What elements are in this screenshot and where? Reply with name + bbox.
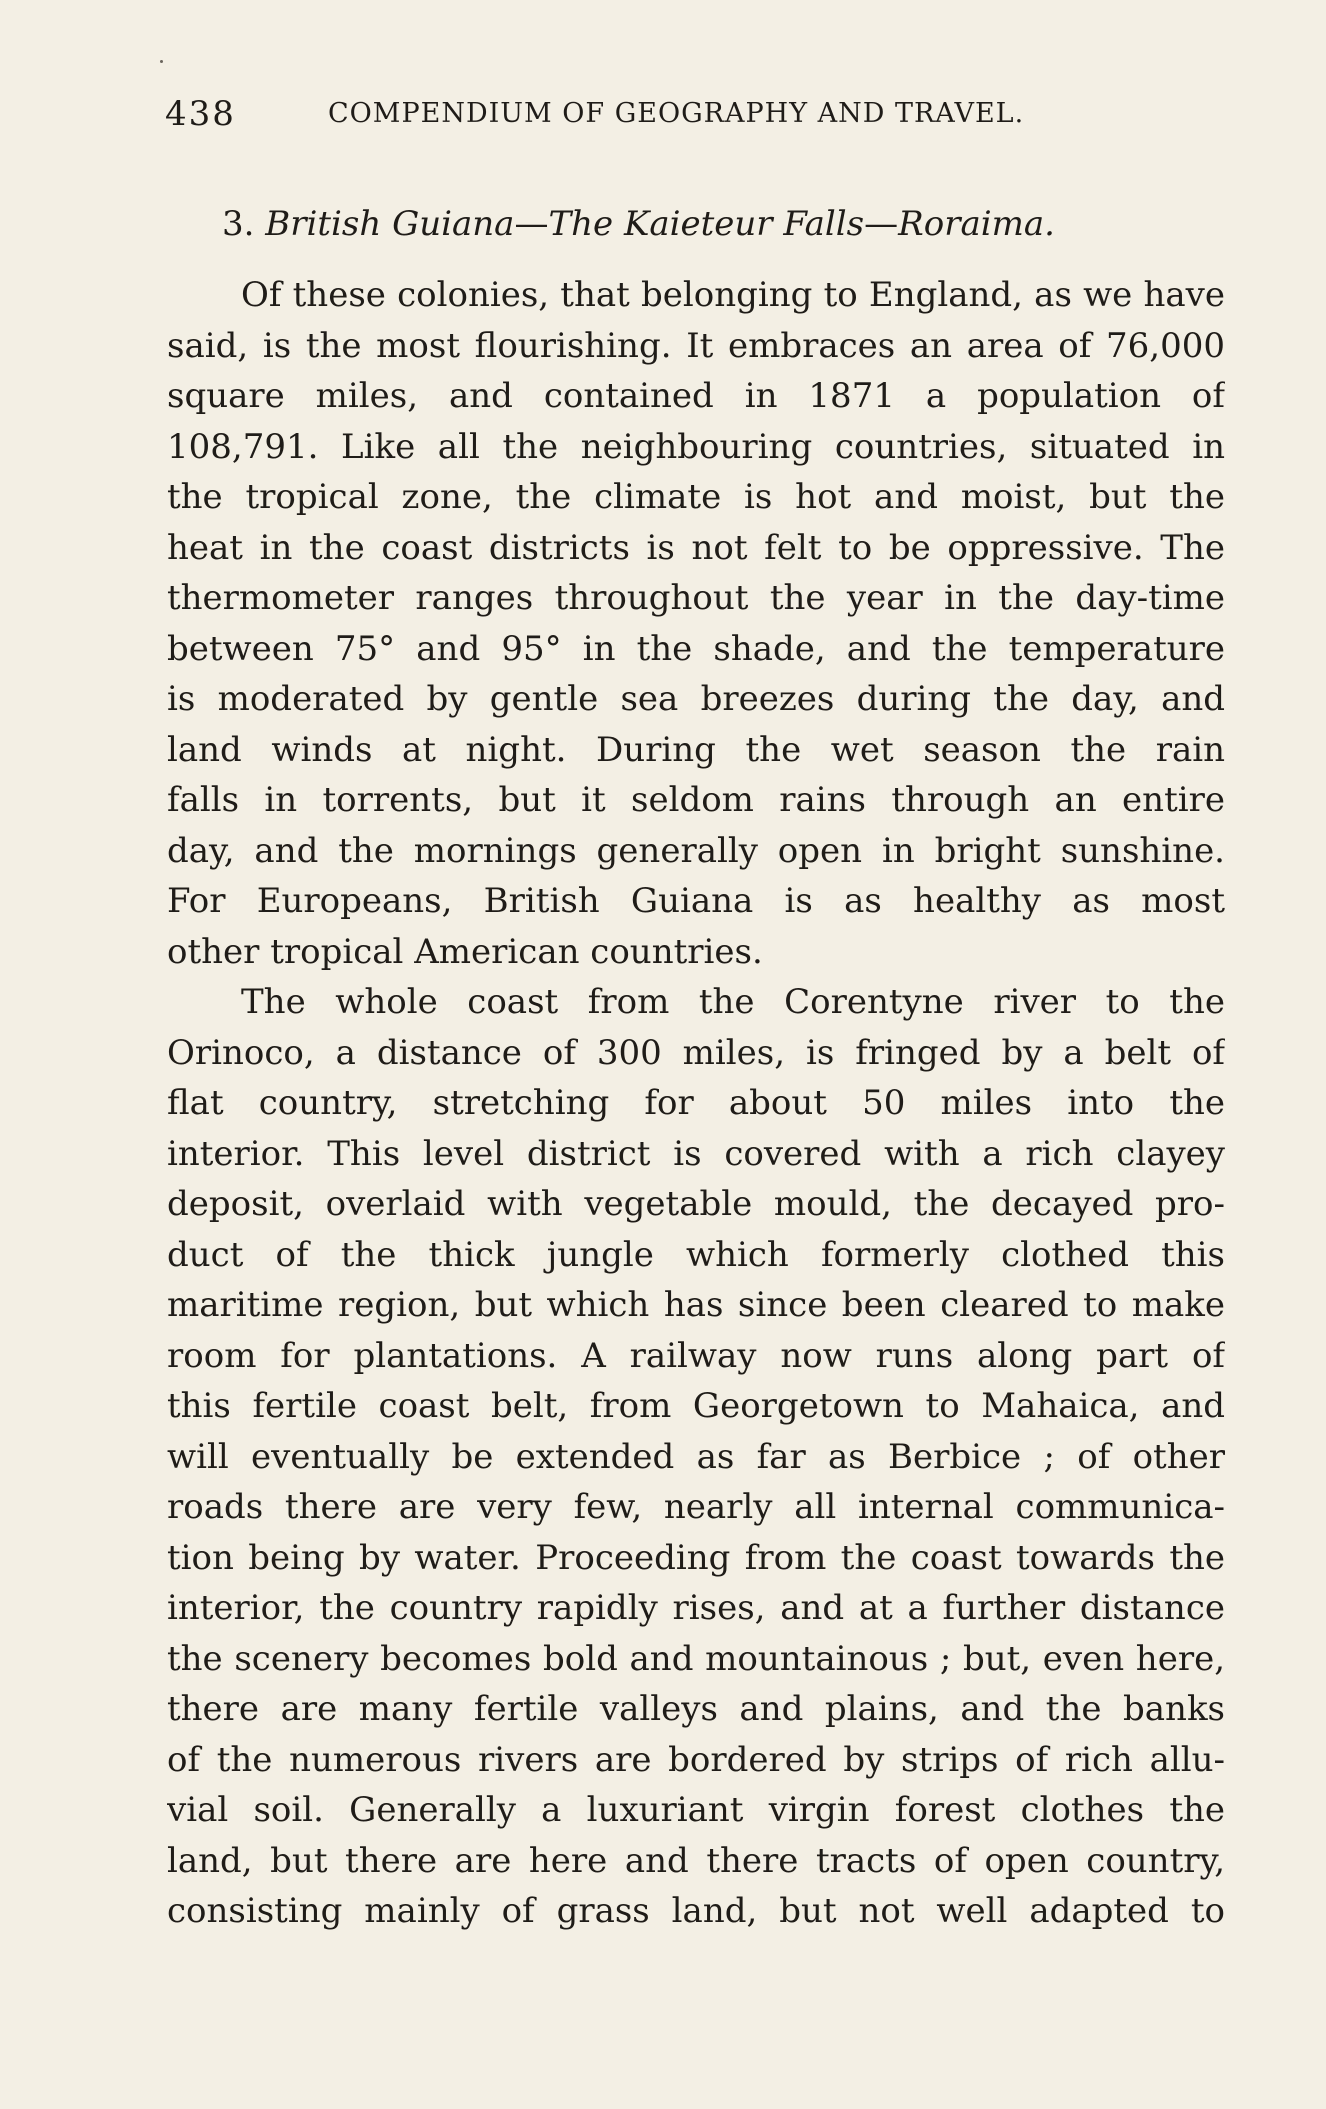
text-line: Of these colonies, that belonging to England, as we have [241,275,1225,315]
text-line: other tropical American countries. [167,931,763,972]
text-line: thermometer ranges throughout the year in the day-time [167,578,1225,618]
text-line: is moderated by gentle sea breezes during the day, and [167,679,1225,719]
text-line: duct of the thick jungle which formerly clothed this [167,1234,1225,1275]
text-line: day, and the mornings generally open in bright sunshine. [167,830,1225,871]
text-line: said, is the most flourishing. It embraces an area of 76,000 [167,325,1225,366]
text-line: vial soil. Generally a luxuriant virgin forest clothes the [167,1790,1225,1830]
text-line: 108,791. Like all the neighbouring countries, situated in [167,426,1225,467]
text-line: the tropical zone, the climate is hot and moist, but the [167,477,1225,517]
text-line: The whole coast from the Corentyne river to the [241,982,1225,1022]
text-line: consisting mainly of grass land, but not well adapted to [167,1891,1225,1931]
text-line: land, but there are here and there tracts of open country, [167,1840,1225,1881]
section-separator: — [864,204,899,244]
paper-speck [160,60,163,63]
page-number: 438 [165,94,236,134]
section-title-roraima: Roraima. [898,204,1055,244]
text-line: interior. This level district is covered with a rich clayey [167,1133,1225,1174]
text-line: of the numerous rivers are bordered by strips of rich allu- [167,1739,1225,1780]
running-title: COMPENDIUM OF GEOGRAPHY AND TRAVEL. [328,98,1025,129]
body-text [167,270,1225,1937]
section-number: 3. [222,204,255,244]
text-line: roads there are very few, nearly all internal communica- [167,1487,1225,1527]
text-line: Orinoco, a distance of 300 miles, is fringed by a belt of [167,1032,1225,1073]
text-line: flat country, stretching for about 50 miles into the [167,1083,1225,1123]
text-line: deposit, overlaid with vegetable mould, the decayed pro- [167,1184,1225,1224]
section-heading [222,196,1055,252]
text-line: square miles, and contained in 1871 a population of [167,376,1225,416]
text-line: the scenery becomes bold and mountainous ; but, even here, [167,1638,1225,1679]
section-title-british-guiana: British Guiana [265,204,515,244]
text-line: there are many fertile valleys and plains, and the banks [167,1689,1225,1729]
text-line: maritime region, but which has since been cleared to make [167,1285,1225,1325]
text-line: between 75° and 95° in the shade, and the temperature [167,628,1225,669]
text-line: interior, the country rapidly rises, and at a further distance [167,1588,1225,1628]
section-title-kaieteur-falls: The Kaieteur Falls [548,204,865,244]
text-line: For Europeans, British Guiana is as healthy as most [167,881,1225,921]
text-line: falls in torrents, but it seldom rains through an entire [167,780,1225,820]
text-line: heat in the coast districts is not felt to be oppressive. The [167,527,1225,568]
text-line: tion being by water. Proceeding from the coast towards the [167,1537,1225,1578]
text-line: this fertile coast belt, from Georgetown to Mahaica, and [167,1386,1225,1426]
page-header [165,86,1165,142]
section-separator: — [514,204,549,244]
text-line: land winds at night. During the wet season the rain [167,729,1225,770]
text-line: will eventually be extended as far as Berbice ; of other [167,1436,1225,1477]
text-line: room for plantations. A railway now runs along part of [167,1335,1225,1376]
